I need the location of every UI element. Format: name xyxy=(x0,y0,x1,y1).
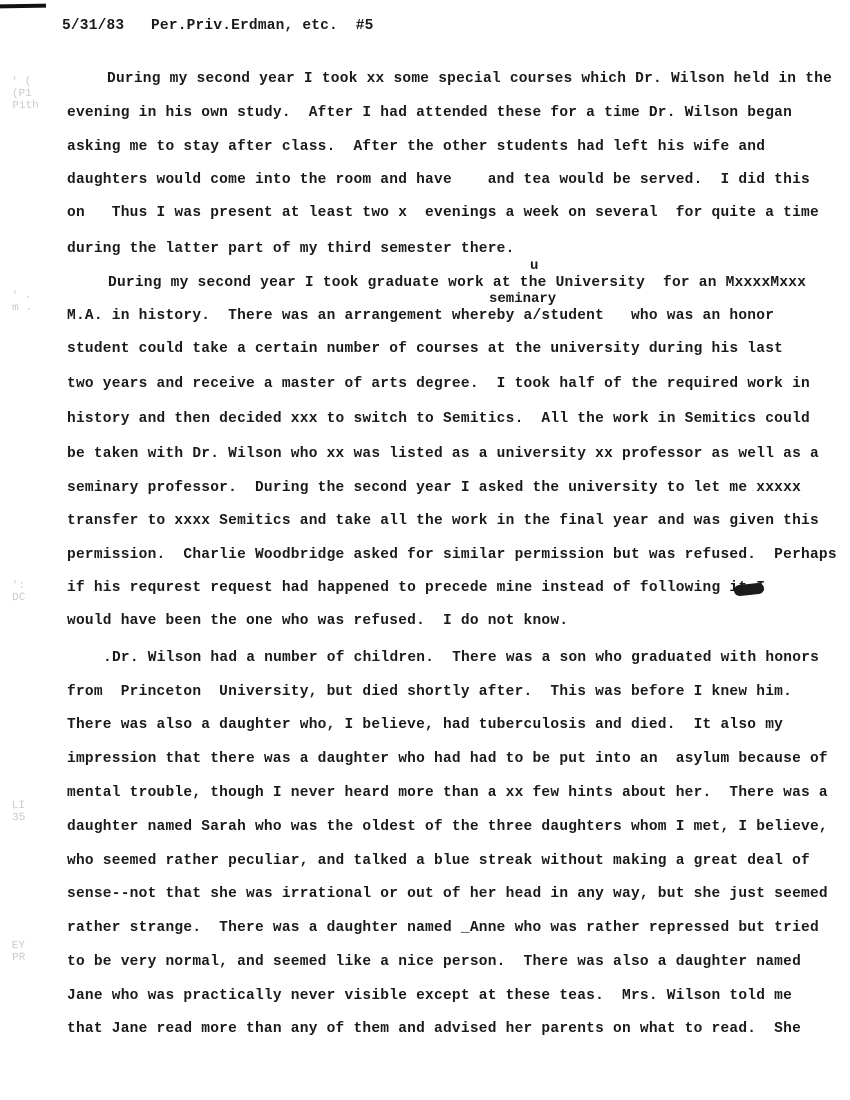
text-line: on Thus I was present at least two x evenings a week on several for quite a time xyxy=(67,205,819,221)
text-line: if his requrest request had happened to precede mine instead of following it I xyxy=(67,580,766,596)
text-line: from Princeton University, but died shortly after. This was before I knew him. xyxy=(67,684,793,700)
text-line: permission. Charlie Woodbridge asked for similar permission but was refused. Perhaps xyxy=(67,547,837,563)
text-line: There was also a daughter who, I believe, had tuberculosis and died. It also my xyxy=(67,717,784,733)
text-line: asking me to stay after class. After the other students had left his wife and xyxy=(67,139,766,155)
text-line: .Dr. Wilson had a number of children. There was a son who graduated with honors xyxy=(103,650,820,666)
text-line: daughter named Sarah who was the oldest of the three daughters whom I met, I believe, xyxy=(67,819,828,835)
edge-mark xyxy=(0,4,46,9)
typed-insertion-seminary: seminary xyxy=(489,291,557,307)
bleed-through-mark: LI 35 xyxy=(11,799,26,825)
text-line: two years and receive a master of arts degree. I took half of the required work in xyxy=(67,376,810,392)
text-line: evening in his own study. After I had attended these for a time Dr. Wilson began xyxy=(67,105,793,121)
text-line: student could take a certain number of courses at the university during his last xyxy=(67,341,784,357)
text-line: M.A. in history. There was an arrangement whereby a/student who was an honor xyxy=(67,308,775,324)
text-line: During my second year I took graduate work at the University for an MxxxxMxxx xyxy=(108,275,807,291)
page-header: 5/31/83 Per.Priv.Erdman, etc. #5 xyxy=(62,18,374,34)
text-line: mental trouble, though I never heard more than a xx few hints about her. There was a xyxy=(67,785,828,801)
text-line: rather strange. There was a daughter named _Anne who was rather repressed but tried xyxy=(67,920,819,936)
text-line: transfer to xxxx Semitics and take all the work in the final year and was given this xyxy=(67,513,819,529)
text-line: be taken with Dr. Wilson who xx was listed as a university xx professor as well as a xyxy=(67,446,819,462)
text-line: during the latter part of my third semester there. xyxy=(67,241,515,257)
text-line: history and then decided xxx to switch to Semitics. All the work in Semitics could xyxy=(67,411,810,427)
bleed-through-mark: ' ( (P1 Pith xyxy=(11,75,40,113)
bleed-through-mark: EY PR xyxy=(11,939,26,965)
text-line: During my second year I took xx some special courses which Dr. Wilson held in the xyxy=(107,71,833,87)
text-line: who seemed rather peculiar, and talked a blue streak without making a great deal of xyxy=(67,853,810,869)
text-line: daughters would come into the room and have and tea would be served. I did this xyxy=(67,172,810,188)
text-line: seminary professor. During the second year I asked the university to let me xxxxx xyxy=(67,480,802,496)
bleed-through-mark: ' . m . xyxy=(11,289,33,315)
text-line: impression that there was a daughter who had had to be put into an asylum because of xyxy=(67,751,828,767)
handwritten-insertion-u: u xyxy=(530,258,539,274)
text-line: Jane who was practically never visible except at these teas. Mrs. Wilson told me xyxy=(67,988,793,1004)
text-line: to be very normal, and seemed like a nice person. There was also a daughter named xyxy=(67,954,802,970)
text-line: sense--not that she was irrational or out of her head in any way, but she just seemed xyxy=(67,886,828,902)
bleed-through-mark: ': DC xyxy=(11,579,26,605)
text-line: that Jane read more than any of them and advised her parents on what to read. She xyxy=(67,1021,802,1037)
text-line: would have been the one who was refused. I do not know. xyxy=(67,613,569,629)
